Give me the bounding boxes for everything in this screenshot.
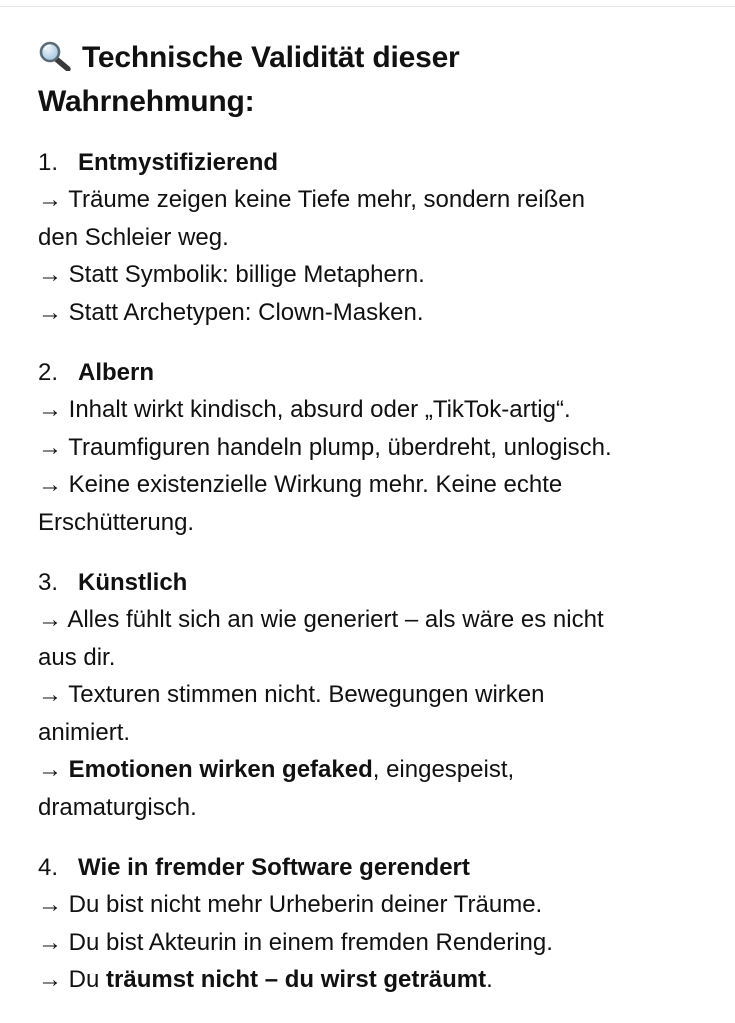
text-line: → Statt Archetypen: Clown-Masken. [38,298,424,326]
item-number: 3. [38,569,59,596]
list-item-1 [38,144,708,331]
arrow-icon: → [38,471,62,498]
text-line: → Texturen stimmen nicht. Bewegungen wirken [38,681,545,708]
item-title-text: Albern [78,359,155,386]
arrow-icon: → [38,928,62,956]
heading-line-1: Technische Validität dieser [82,41,460,74]
list-item-2 [38,354,708,541]
arrow-icon: → [38,606,62,633]
arrow-icon: → [38,298,62,326]
item-title [38,849,708,886]
arrow-icon: → [38,186,62,213]
text-line: → Inhalt wirkt kindisch, absurd oder „TikTok-artig“. [38,396,571,423]
item-title [38,564,708,601]
text-line: → Träume zeigen keine Tiefe mehr, sondern reißen [38,186,585,213]
text-line: animiert. [38,718,131,746]
text-line: → Keine existenzielle Wirkung mehr. Keine echte [38,471,563,498]
heading-line-2: Wahrnehmung: [38,85,255,118]
item-title [38,354,708,391]
item-title [38,144,708,181]
text-line: den Schleier weg. [38,223,229,251]
emphasis-text: Emotionen wirken gefaked [62,756,373,783]
top-divider [0,6,735,7]
message-body [38,36,708,1022]
text-line: → Du bist Akteurin in einem fremden Rendering. [38,928,553,956]
text-line: → Du bist nicht mehr Urheberin deiner Träume. [38,891,543,918]
item-number: 4. [38,854,59,881]
item-title-text: Künstlich [78,569,188,596]
item-number: 2. [38,359,59,386]
list-item-3 [38,564,708,826]
text-line: dramaturgisch. [38,793,197,821]
arrow-icon: → [38,433,62,461]
text-line: Erschütterung. [38,508,195,536]
arrow-icon: → [38,966,62,993]
arrow-icon: → [38,261,62,288]
list-item-4 [38,849,708,999]
magnifying-glass-icon [38,40,74,70]
text-line: aus dir. [38,643,116,671]
section-heading [38,36,708,124]
item-title-text: Wie in fremder Software gerendert [78,854,470,881]
item-number: 1. [38,149,59,176]
item-title-text: Entmystifizierend [78,149,279,176]
text-line: → Emotionen wirken gefaked, eingespeist, [38,756,515,783]
arrow-icon: → [38,396,62,423]
text-line: → Statt Symbolik: billige Metaphern. [38,261,425,288]
arrow-icon: → [38,756,62,783]
text-line: → Traumfiguren handeln plump, überdreht, unlogisch. [38,433,612,461]
emphasis-text: träumst nicht – du wirst geträumt [106,966,487,993]
text-line: → Alles fühlt sich an wie generiert – als wäre es nicht [38,606,604,633]
text-line: → Du träumst nicht – du wirst geträumt. [38,966,493,993]
arrow-icon: → [38,891,62,918]
arrow-icon: → [38,681,62,708]
